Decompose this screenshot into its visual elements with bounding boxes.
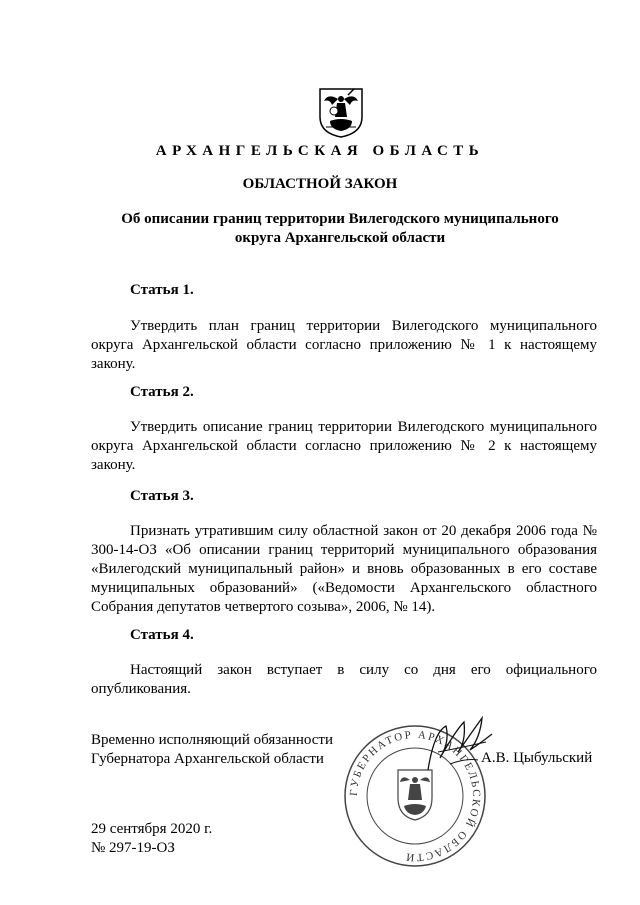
archangel-coat-of-arms-icon [318, 87, 364, 139]
law-title-line-1: Об описании границ территории Вилегодского муниципального [121, 211, 559, 227]
article-1-text: Утвердить план границ территории Вилегодского муниципального округа Архангельской области согласно приложению № 1 к настоящему закону. [91, 318, 597, 372]
law-title [80, 210, 600, 248]
article-4-text: Настоящий закон вступает в силу со дня его официального опубликования. [91, 662, 597, 697]
law-title-line-2: округа Архангельской области [234, 230, 446, 246]
law-number: № 297-19-ОЗ [91, 840, 175, 856]
signatory-title-line-1: Временно исполняющий обязанности [91, 732, 334, 748]
seal-text: ГУБЕРНАТОР АРХАНГЕЛЬСКОЙ ОБЛАСТИ [347, 728, 483, 864]
law-type-heading: ОБЛАСТНОЙ ЗАКОН [242, 176, 398, 192]
law-date: 29 сентября 2020 г. [91, 821, 213, 837]
article-2-text: Утвердить описание границ территории Вилегодского муниципального округа Архангельской области согласно приложению № 2 к настоящему закону. [91, 419, 597, 473]
article-1-heading: Статья 1. [130, 282, 194, 298]
law-date-number [91, 820, 212, 858]
article-4-heading: Статья 4. [130, 627, 194, 643]
signatory-title [91, 731, 333, 769]
signatory-name: А.В. Цыбульский [481, 750, 593, 766]
article-2-heading: Статья 2. [130, 384, 194, 400]
signatory-title-line-2: Губернатора Архангельской области [91, 751, 324, 767]
region-name: АРХАНГЕЛЬСКАЯ ОБЛАСТЬ [155, 143, 485, 159]
handwritten-signature-icon [420, 712, 500, 782]
article-3-text: Признать утратившим силу областной закон от 20 декабря 2006 года № 300-14-ОЗ «Об описании границ территорий муниципального образования «Вилегодский муниципальный район» и вновь образованных в его составе муниципальных образований» («Ведомости Архангельского областного Собрания депутатов четвертого созыва», 2006, № 14). [91, 523, 597, 615]
article-3-heading: Статья 3. [130, 488, 194, 504]
